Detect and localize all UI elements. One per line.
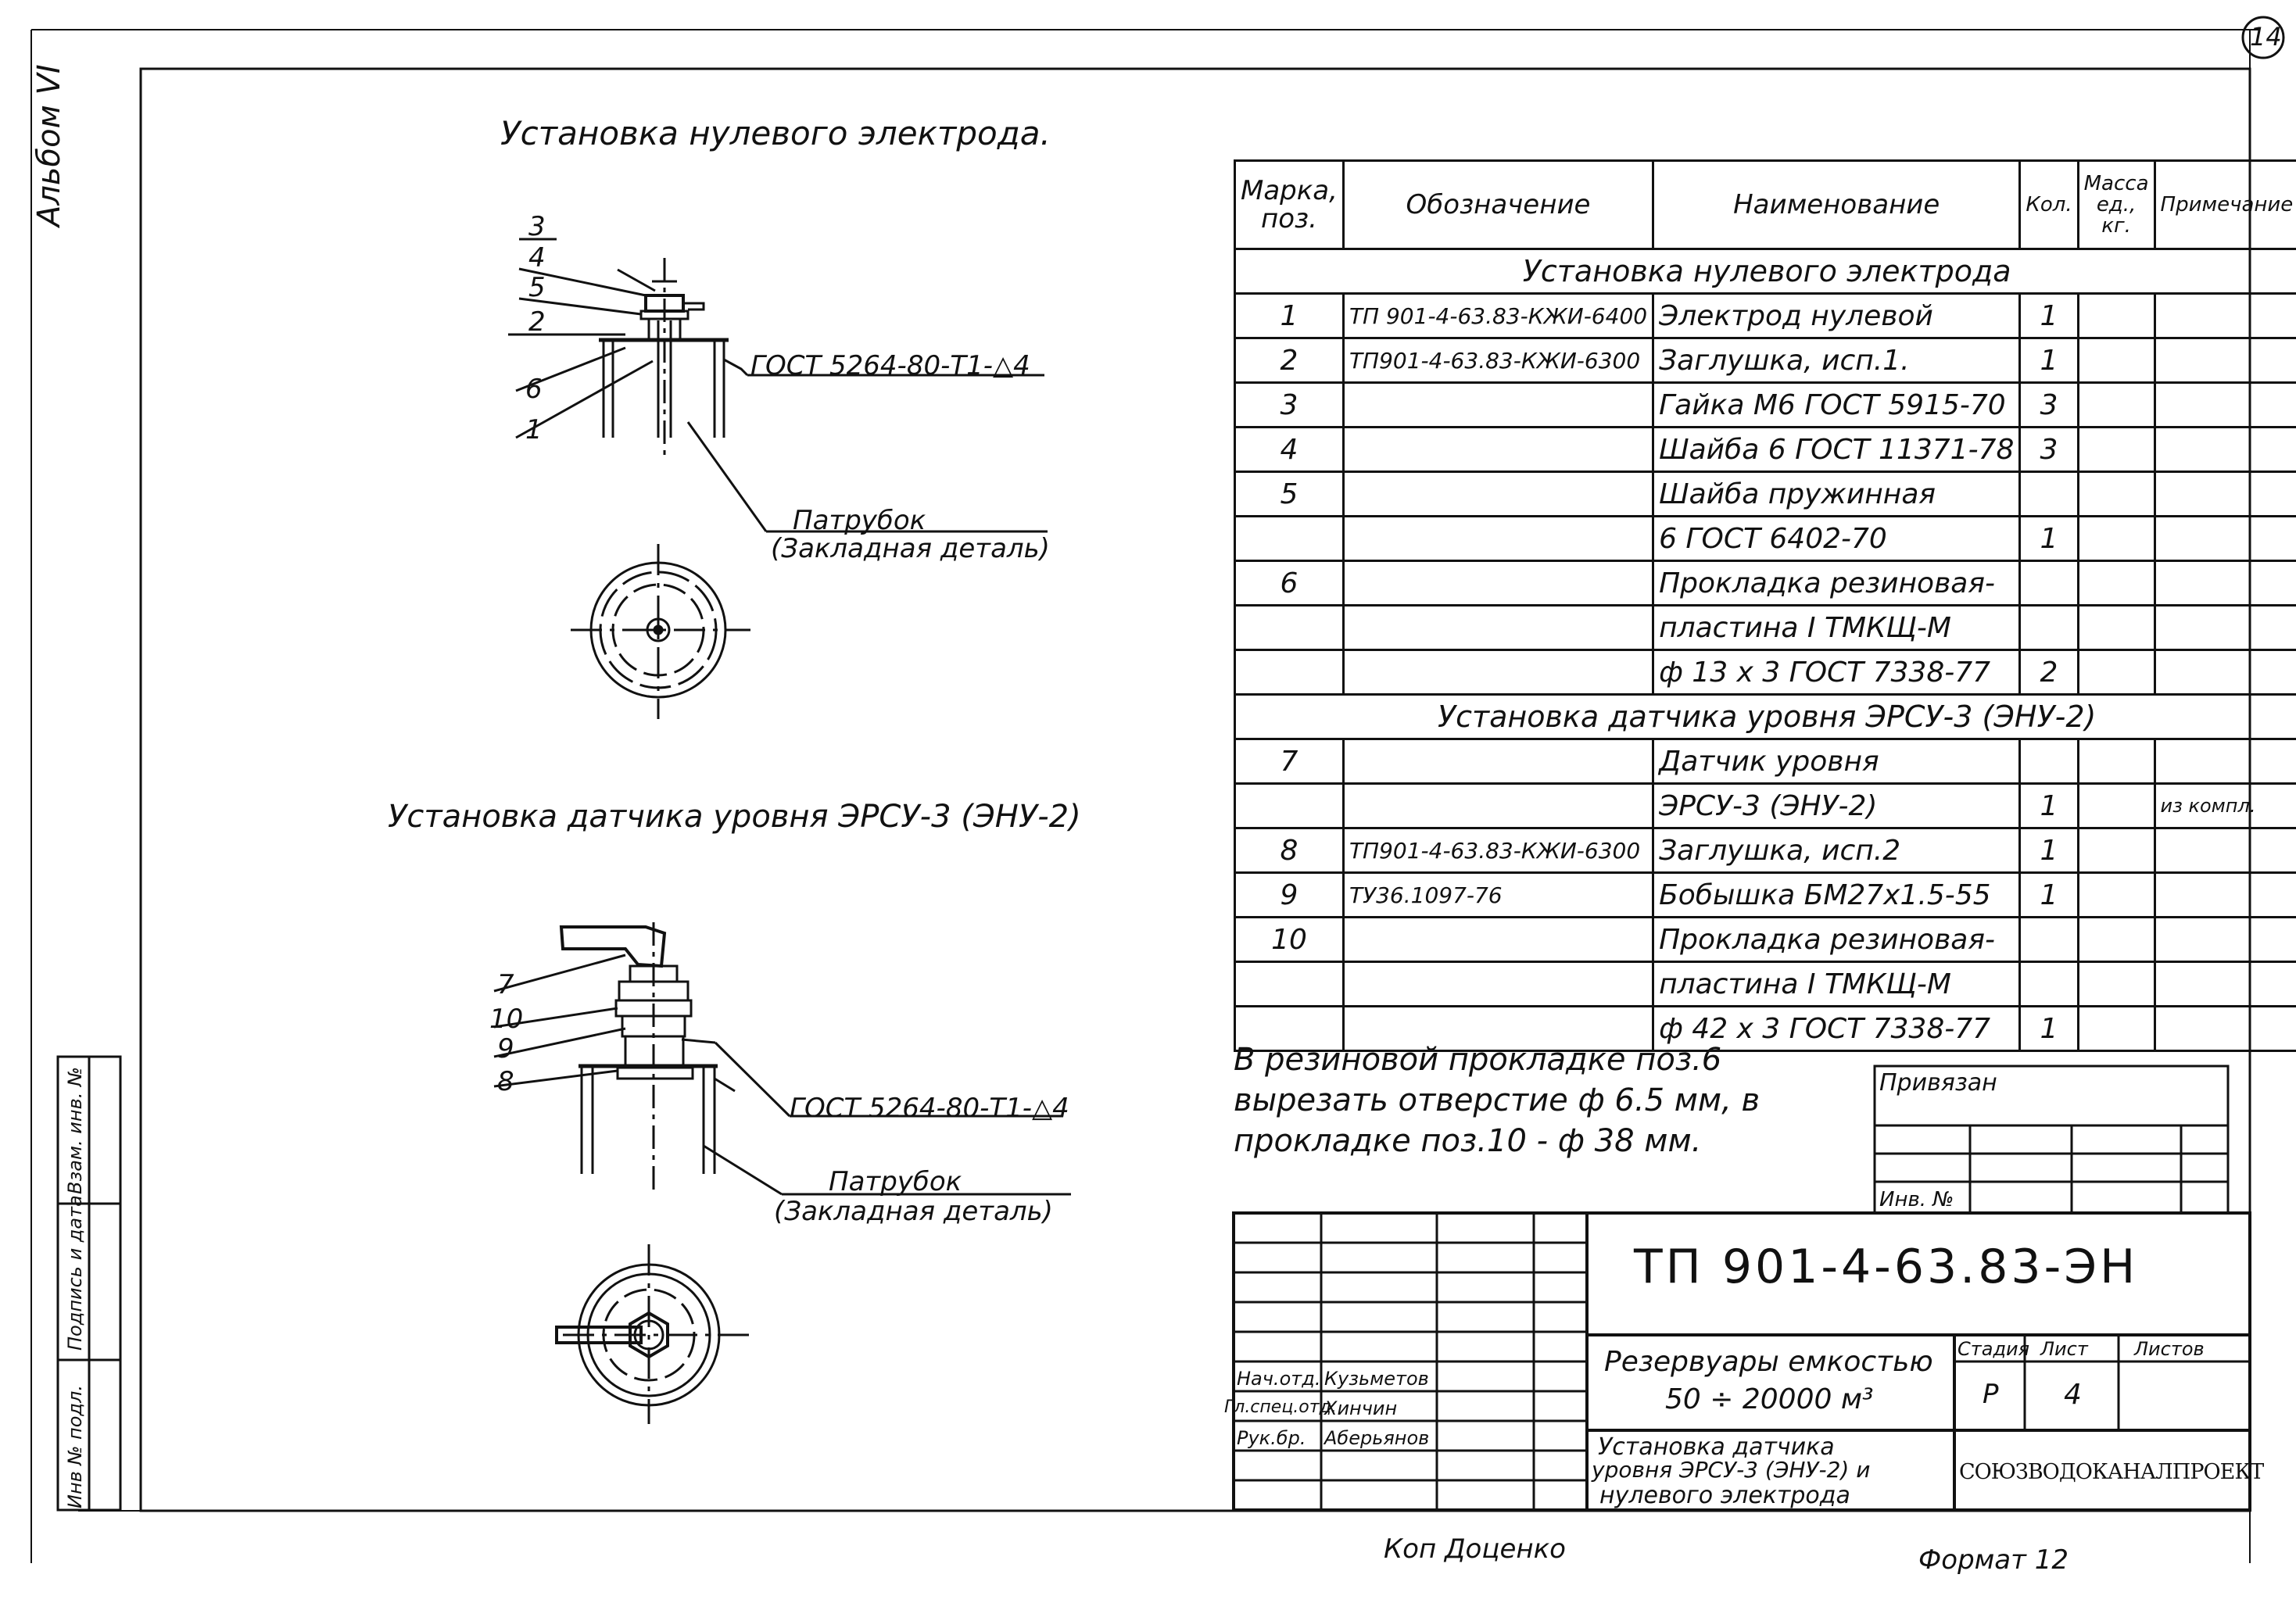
spec-cell-pos: 3 <box>1235 383 1344 428</box>
spec-cell-pos <box>1235 517 1344 561</box>
inv-label: Инв. № <box>1879 1188 1954 1211</box>
nozzle-label-2: Патрубок <box>829 1166 962 1197</box>
note-line: В резиновой прокладке поз.6 <box>1234 1042 1722 1078</box>
spec-cell-designation <box>1343 650 1653 695</box>
spec-row <box>1235 739 2296 784</box>
spec-section-row <box>1235 249 2296 294</box>
spec-cell-pos: 7 <box>1235 739 1344 784</box>
callout-7: 7 <box>497 969 514 1000</box>
spec-row <box>1235 517 2296 561</box>
spec-cell-note <box>2155 962 2296 1007</box>
spec-cell-pos: 6 <box>1235 561 1344 606</box>
spec-cell-pos <box>1235 962 1344 1007</box>
spec-cell-mass <box>2078 918 2155 962</box>
spec-cell-name: Электрод нулевой <box>1653 294 2020 338</box>
spec-cell-name: Прокладка резиновая- <box>1653 561 2020 606</box>
spec-cell-name: Прокладка резиновая- <box>1653 918 2020 962</box>
project-code: ТП 901-4-63.83-ЭН <box>1634 1240 2139 1294</box>
header-designation: Обозначение <box>1343 161 1653 249</box>
specification-table <box>1234 159 2296 1052</box>
spec-cell-qty <box>2020 962 2078 1007</box>
sheet-label: Лист <box>2040 1338 2088 1360</box>
spec-cell-name: ЭРСУ-3 (ЭНУ-2) <box>1653 784 2020 828</box>
spec-cell-mass <box>2078 517 2155 561</box>
spec-cell-qty <box>2020 561 2078 606</box>
spec-cell-name: Бобышка БМ27х1.5-55 <box>1653 873 2020 918</box>
object-name: Резервуары емкостью <box>1604 1346 1933 1378</box>
spec-cell-name: пластина I ТМКЩ-М <box>1653 962 2020 1007</box>
spec-cell-name: Гайка М6 ГОСТ 5915-70 <box>1653 383 2020 428</box>
sig-name-2: Хинчин <box>1324 1397 1398 1419</box>
stage-label: Стадия <box>1958 1338 2030 1360</box>
spec-cell-designation <box>1343 517 1653 561</box>
spec-cell-note <box>2155 918 2296 962</box>
spec-cell-mass <box>2078 606 2155 650</box>
spec-cell-pos: 10 <box>1235 918 1344 962</box>
spec-cell-designation <box>1343 383 1653 428</box>
drawing-title-3: нулевого электрода <box>1599 1482 1850 1509</box>
spec-cell-qty: 1 <box>2020 784 2078 828</box>
spec-cell-designation <box>1343 962 1653 1007</box>
spec-cell-designation <box>1343 428 1653 472</box>
sig-name-1: Кузьметов <box>1324 1368 1429 1390</box>
callout-8: 8 <box>497 1066 514 1097</box>
spec-row <box>1235 561 2296 606</box>
spec-cell-note: из компл. <box>2155 784 2296 828</box>
spec-cell-mass <box>2078 428 2155 472</box>
callout-2: 2 <box>528 306 546 338</box>
spec-cell-pos: 1 <box>1235 294 1344 338</box>
view2-title: Установка датчика уровня ЭРСУ-3 (ЭНУ-2) <box>388 799 1081 835</box>
spec-cell-note <box>2155 517 2296 561</box>
spec-cell-note <box>2155 428 2296 472</box>
spec-cell-mass <box>2078 739 2155 784</box>
sig-name-3: Аберьянов <box>1324 1427 1430 1449</box>
spec-cell-pos: 5 <box>1235 472 1344 517</box>
copier-label: Коп Доценко <box>1384 1533 1566 1565</box>
spec-cell-name: ф 42 х 3 ГОСТ 7338-77 <box>1653 1007 2020 1051</box>
spec-cell-qty: 1 <box>2020 873 2078 918</box>
spec-cell-designation <box>1343 561 1653 606</box>
spec-cell-pos <box>1235 784 1344 828</box>
zero-electrode-section-view <box>508 239 1048 531</box>
left-stamp-replacement: Взам. инв. № <box>64 1067 86 1194</box>
spec-cell-mass <box>2078 338 2155 383</box>
left-stamp-inv: Инв № подл. <box>64 1385 86 1508</box>
weld-note-1: ГОСТ 5264-80-Т1-△4 <box>750 350 1030 381</box>
spec-cell-note <box>2155 1007 2296 1051</box>
header-mass: Масса ед., кг. <box>2078 161 2155 249</box>
spec-cell-mass <box>2078 561 2155 606</box>
spec-cell-note <box>2155 338 2296 383</box>
spec-cell-qty: 2 <box>2020 650 2078 695</box>
spec-cell-designation <box>1343 472 1653 517</box>
spec-row <box>1235 338 2296 383</box>
spec-body <box>1235 249 2296 1051</box>
spec-cell-qty: 1 <box>2020 338 2078 383</box>
spec-cell-note <box>2155 650 2296 695</box>
spec-cell-qty <box>2020 739 2078 784</box>
header-qty: Кол. <box>2020 161 2078 249</box>
drawing-title-1: Установка датчика <box>1598 1433 1835 1461</box>
spec-cell-name: Шайба пружинная <box>1653 472 2020 517</box>
spec-cell-qty: 1 <box>2020 294 2078 338</box>
level-sensor-plan-view <box>557 1244 750 1424</box>
spec-cell-designation <box>1343 606 1653 650</box>
spec-cell-qty: 1 <box>2020 1007 2078 1051</box>
spec-cell-pos: 2 <box>1235 338 1344 383</box>
callout-10: 10 <box>489 1004 524 1035</box>
spec-cell-name: 6 ГОСТ 6402-70 <box>1653 517 2020 561</box>
spec-row <box>1235 918 2296 962</box>
callout-5: 5 <box>528 272 546 303</box>
spec-cell-note <box>2155 383 2296 428</box>
spec-cell-qty: 3 <box>2020 428 2078 472</box>
callout-6: 6 <box>525 374 543 405</box>
spec-cell-mass <box>2078 294 2155 338</box>
album-label: Альбом VI <box>31 64 67 227</box>
spec-cell-qty: 3 <box>2020 383 2078 428</box>
sheet-number: 14 <box>2250 22 2282 52</box>
header-name: Наименование <box>1653 161 2020 249</box>
sig-role-2: Гл.спец.отд. <box>1224 1397 1337 1417</box>
spec-cell-name: Заглушка, исп.2 <box>1653 828 2020 873</box>
format-label: Формат 12 <box>1918 1544 2069 1576</box>
spec-row <box>1235 962 2296 1007</box>
spec-cell-designation: ТП 901-4-63.83-КЖИ-6400 <box>1343 294 1653 338</box>
spec-cell-pos: 9 <box>1235 873 1344 918</box>
spec-cell-qty <box>2020 472 2078 517</box>
spec-cell-name: Шайба 6 ГОСТ 11371-78 <box>1653 428 2020 472</box>
spec-row <box>1235 650 2296 695</box>
object-volume: 50 ÷ 20000 м³ <box>1665 1383 1874 1415</box>
spec-cell-mass <box>2078 650 2155 695</box>
stage-value: Р <box>1983 1379 1999 1410</box>
spec-cell-note <box>2155 606 2296 650</box>
note-line: вырезать отверстие ф 6.5 мм, в <box>1234 1082 1761 1118</box>
spec-cell-pos: 8 <box>1235 828 1344 873</box>
callout-9: 9 <box>497 1033 514 1064</box>
spec-row <box>1235 294 2296 338</box>
header-pos: Марка, поз. <box>1235 161 1344 249</box>
spec-cell-pos: 4 <box>1235 428 1344 472</box>
callout-1: 1 <box>525 414 543 445</box>
callout-4: 4 <box>528 242 546 274</box>
sheets-label: Листов <box>2134 1338 2205 1360</box>
spec-cell-note <box>2155 739 2296 784</box>
note-line: прокладке поз.10 - ф 38 мм. <box>1234 1123 1702 1159</box>
spec-row <box>1235 428 2296 472</box>
spec-cell-mass <box>2078 828 2155 873</box>
spec-cell-qty: 1 <box>2020 828 2078 873</box>
sheet-value: 4 <box>2064 1379 2082 1411</box>
spec-cell-mass <box>2078 962 2155 1007</box>
left-stamp-signature: Подпись и дата <box>64 1195 86 1351</box>
spec-cell-designation: ТП901-4-63.83-КЖИ-6300 <box>1343 828 1653 873</box>
spec-row <box>1235 873 2296 918</box>
level-sensor-section-view <box>494 922 1071 1196</box>
spec-cell-qty: 1 <box>2020 517 2078 561</box>
header-note: Примечание <box>2155 161 2296 249</box>
drawing-title-2: уровня ЭРСУ-3 (ЭНУ-2) и <box>1592 1457 1871 1483</box>
privyazan-label: Привязан <box>1879 1069 1997 1097</box>
spec-cell-note <box>2155 294 2296 338</box>
spec-cell-name: пластина I ТМКЩ-М <box>1653 606 2020 650</box>
spec-cell-qty <box>2020 606 2078 650</box>
sig-role-1: Нач.отд. <box>1237 1368 1321 1390</box>
spec-row <box>1235 828 2296 873</box>
spec-row <box>1235 472 2296 517</box>
spec-cell-mass <box>2078 784 2155 828</box>
spec-cell-designation <box>1343 739 1653 784</box>
weld-note-2: ГОСТ 5264-80-Т1-△4 <box>790 1093 1069 1124</box>
spec-cell-qty <box>2020 918 2078 962</box>
spec-cell-mass <box>2078 873 2155 918</box>
nozzle-sublabel-1: (Закладная деталь) <box>771 533 1050 564</box>
spec-row <box>1235 383 2296 428</box>
spec-section-title: Установка датчика уровня ЭРСУ-3 (ЭНУ-2) <box>1235 695 2296 739</box>
organization-name: СОЮЗВОДОКАНАЛПРОЕКТ <box>1959 1460 2264 1484</box>
spec-cell-note <box>2155 873 2296 918</box>
spec-cell-mass <box>2078 472 2155 517</box>
spec-cell-designation <box>1343 784 1653 828</box>
spec-cell-note <box>2155 472 2296 517</box>
spec-cell-name: Заглушка, исп.1. <box>1653 338 2020 383</box>
spec-cell-note <box>2155 561 2296 606</box>
callout-3: 3 <box>528 211 546 242</box>
spec-cell-pos <box>1235 606 1344 650</box>
spec-row <box>1235 606 2296 650</box>
nozzle-sublabel-2: (Закладная деталь) <box>774 1196 1053 1227</box>
spec-cell-pos <box>1235 650 1344 695</box>
spec-section-title: Установка нулевого электрода <box>1235 249 2296 294</box>
spec-row <box>1235 784 2296 828</box>
nozzle-label-1: Патрубок <box>793 505 926 536</box>
spec-cell-designation: ТУ36.1097-76 <box>1343 873 1653 918</box>
spec-cell-designation: ТП901-4-63.83-КЖИ-6300 <box>1343 338 1653 383</box>
cutout-note <box>1234 1039 1760 1161</box>
spec-cell-designation <box>1343 918 1653 962</box>
zero-electrode-plan-view <box>571 544 750 719</box>
spec-section-row <box>1235 695 2296 739</box>
spec-cell-note <box>2155 828 2296 873</box>
spec-cell-mass <box>2078 383 2155 428</box>
spec-cell-name: ф 13 х 3 ГОСТ 7338-77 <box>1653 650 2020 695</box>
spec-cell-mass <box>2078 1007 2155 1051</box>
spec-cell-name: Датчик уровня <box>1653 739 2020 784</box>
sig-role-3: Рук.бр. <box>1237 1427 1306 1449</box>
view1-title: Установка нулевого электрода. <box>500 114 1051 152</box>
spec-header-row <box>1235 161 2296 249</box>
